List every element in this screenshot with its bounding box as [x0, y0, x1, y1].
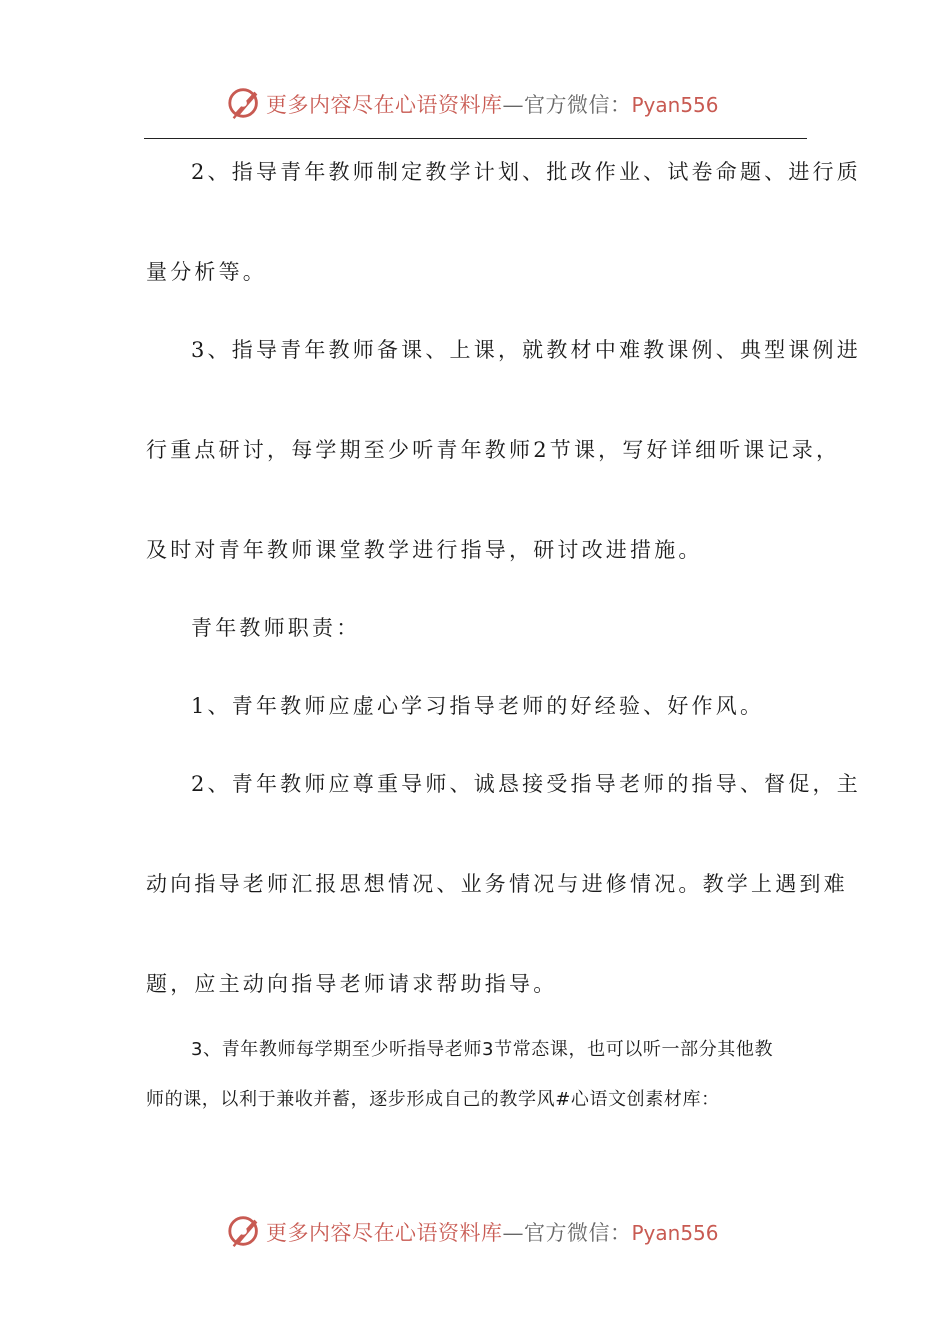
- paragraph-line: 3、青年教师每学期至少听指导老师3节常态课，也可以听一部分其他教: [191, 1039, 774, 1060]
- paragraph-line: 2、青年教师应尊重导师、诚恳接受指导老师的指导、督促，主: [191, 772, 861, 796]
- quill-logo-icon: [226, 84, 264, 122]
- paragraph-line: 量分析等。: [146, 260, 267, 284]
- paragraph-line: 师的课，以利于兼收并蓄，逐步形成自己的教学风#心语文创素材库：: [146, 1089, 720, 1110]
- header-brand-name: 更多内容尽在心语资料库: [266, 93, 503, 117]
- header-brand-sep: —官方微信：: [502, 93, 632, 117]
- header-brand-id: Pyan556: [631, 93, 719, 117]
- paragraph-line: 动向指导老师汇报思想情况、业务情况与进修情况。教学上遇到难: [146, 872, 848, 896]
- paragraph-line: 及时对青年教师课堂教学进行指导，研讨改进措施。: [146, 538, 703, 562]
- header-banner: [0, 78, 950, 128]
- footer-banner: [0, 1206, 950, 1256]
- paragraph-line: 行重点研讨，每学期至少听青年教师2节课，写好详细听课记录，: [146, 438, 841, 462]
- paragraph-line: 3、指导青年教师备课、上课，就教材中难教课例、典型课例进: [191, 338, 861, 362]
- footer-brand-sep: —官方微信：: [502, 1221, 632, 1245]
- header-divider: [144, 138, 807, 139]
- paragraph-line: 1、青年教师应虚心学习指导老师的好经验、好作风。: [191, 694, 765, 718]
- paragraph-line: 2、指导青年教师制定教学计划、批改作业、试卷命题、进行质: [191, 160, 861, 184]
- section-heading: 青年教师职责：: [191, 616, 361, 640]
- header-brand-text: [266, 89, 719, 119]
- footer-brand-text: [266, 1217, 719, 1247]
- footer-brand-name: 更多内容尽在心语资料库: [266, 1221, 503, 1245]
- footer-brand-id: Pyan556: [631, 1221, 719, 1245]
- paragraph-line: 题，应主动向指导老师请求帮助指导。: [146, 972, 558, 996]
- quill-logo-icon: [226, 1212, 264, 1250]
